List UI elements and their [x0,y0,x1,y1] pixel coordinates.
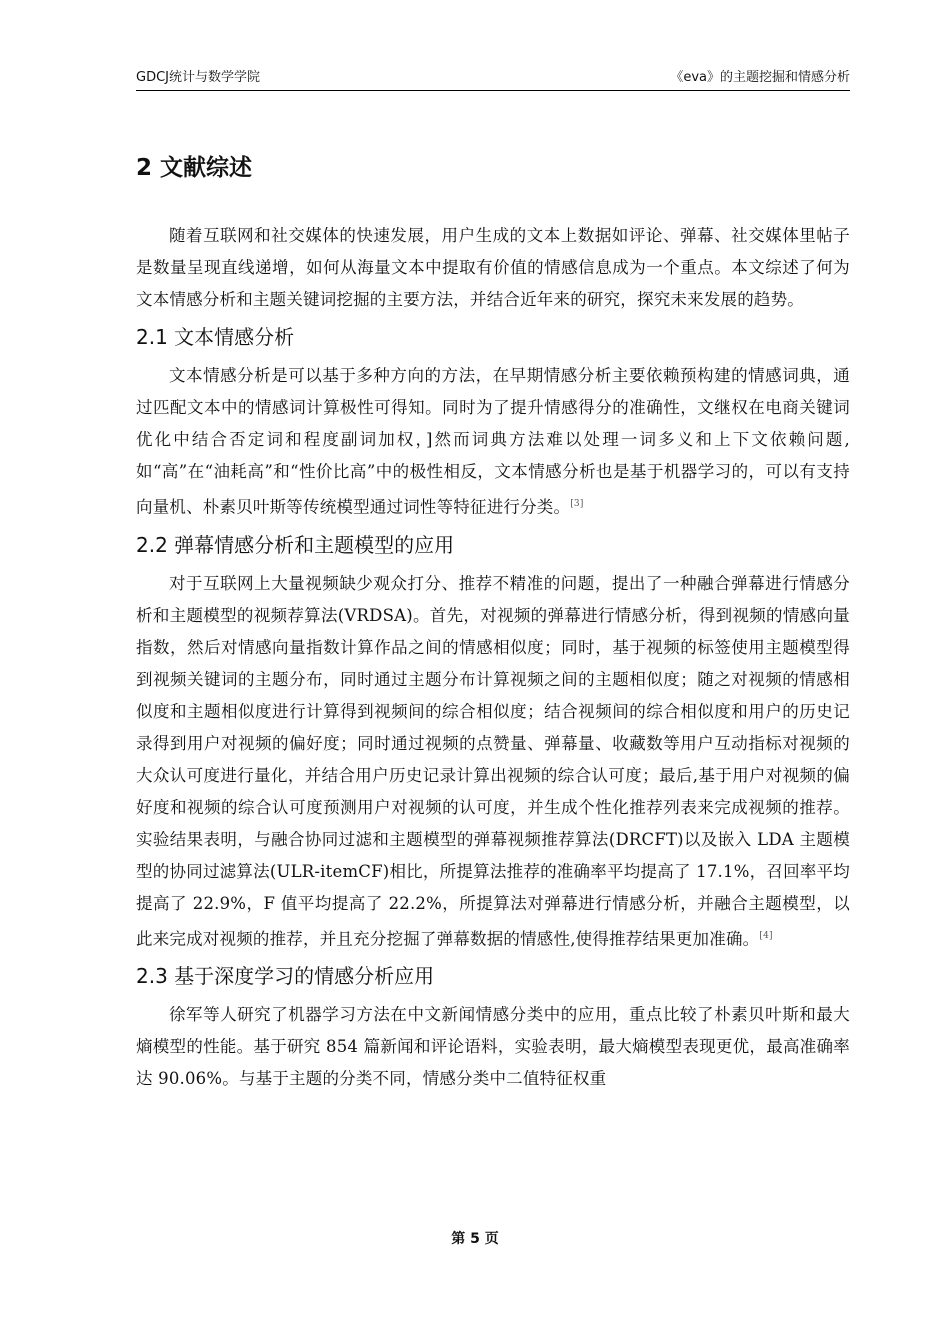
page-number: 第 5 页 [451,1231,499,1247]
page-header [136,66,850,88]
page-body [136,150,850,1097]
section-title-2-3: 2.3 基于深度学习的情感分析应用 [136,964,435,988]
chapter-title: 2 文献综述 [136,155,253,181]
paragraph-text: 文本情感分析是可以基于多种方向的方法，在早期情感分析主要依赖预构建的情感词典，通过匹配文本中的情感词计算极性可得知。同时为了提升情感得分的准确性，文继权在电商关键词优化中结合否定词和程度副词加权，]然而词典方法难以处理一词多义和上下文依赖问题,如“高”在“油耗高”和“性价比高”中的极性相反，文本情感分析也是基于机器学习的，可以有支持向量机、朴素贝叶斯等传统模型通过词性等特征进行分类。 [136,366,850,517]
section-paragraph-2-3 [136,999,850,1095]
citation: [3] [570,499,584,509]
section-title-2-2: 2.2 弹幕情感分析和主题模型的应用 [136,532,455,557]
intro-paragraph: 随着互联网和社交媒体的快速发展，用户生成的文本上数据如评论、弹幕、社交媒体里帖子是数量呈现直线递增，如何从海量文本中提取有价值的情感信息成为一个重点。本文综述了何为文本情感分析和主题关键词挖掘的主要方法，并结合近年来的研究，探究未来发展的趋势。 [136,226,850,309]
section-paragraph-2-1 [136,360,850,524]
header-document-title: 《eva》的主题挖掘和情感分析 [670,70,850,85]
header-institution: GDCJ统计与数学学院 [136,70,260,85]
paragraph-text: 徐军等人研究了机器学习方法在中文新闻情感分类中的应用，重点比较了朴素贝叶斯和最大熵模型的性能。基于研究 854 篇新闻和评论语料，实验表明，最大熵模型表现更优，最高准确率达 90.06%。与基于主题的分类不同，情感分类中二值特征权重 [136,1005,850,1088]
paragraph-text: 对于互联网上大量视频缺少观众打分、推荐不精准的问题，提出了一种融合弹幕进行情感分析和主题模型的视频荐算法(VRDSA)。首先，对视频的弹幕进行情感分析，得到视频的情感向量指数，然后对情感向量指数计算作品之间的情感相似度；同时，基于视频的标签使用主题模型得到视频关键词的主题分布，同时通过主题分布计算视频之间的主题相似度；随之对视频的情感相似度和主题相似度进行计算得到视频间的综合相似度；结合视频间的综合相似度和用户的历史记录得到用户对视频的偏好度；同时通过视频的点赞量、弹幕量、收藏数等用户互动指标对视频的大众认可度进行量化，并结合用户历史记录计算出视频的综合认可度；最后,基于用户对视频的偏好度和视频的综合认可度预测用户对视频的认可度，并生成个性化推荐列表来完成视频的推荐。实验结果表明，与融合协同过滤和主题模型的弹幕视频推荐算法(DRCFT)以及嵌入 LDA 主题模型的协同过滤算法(ULR-itemCF)相比，所提算法推荐的准确率平均提高了 17.1%，召回率平均提高了 22.9%，F 值平均提高了 22.2%，所提算法对弹幕进行情感分析，并融合主题模型，以此来完成对视频的推荐，并且充分挖掘了弹幕数据的情感性,使得推荐结果更加准确。 [136,573,850,948]
header-divider [136,90,850,91]
citation: [4] [759,930,773,941]
section-title-2-1: 2.1 文本情感分析 [136,325,295,349]
section-paragraph-2-2 [136,568,850,956]
